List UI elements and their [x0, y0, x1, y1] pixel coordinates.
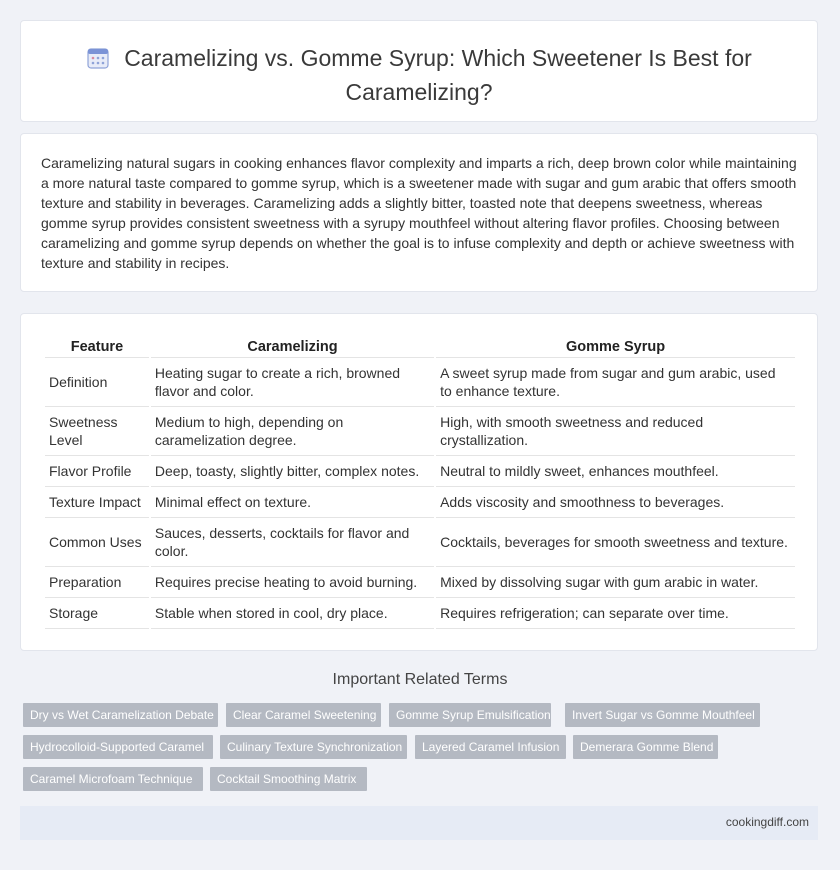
table-row — [45, 598, 795, 629]
tag-cocktail-smoothing[interactable]: Cocktail Smoothing Matrix — [210, 767, 367, 791]
row-caramelizing: Medium to high, depending on caramelization degree. — [151, 407, 434, 456]
page-title — [21, 43, 817, 107]
row-gomme-syrup: A sweet syrup made from sugar and gum arabic, used to enhance texture. — [436, 358, 795, 407]
row-caramelizing: Heating sugar to create a rich, browned flavor and color. — [151, 358, 434, 407]
row-gomme-syrup: High, with smooth sweetness and reduced crystallization. — [436, 407, 795, 456]
header-caramelizing: Caramelizing — [151, 336, 434, 358]
row-feature: Common Uses — [45, 518, 149, 567]
row-gomme-syrup: Neutral to mildly sweet, enhances mouthfeel. — [436, 456, 795, 487]
title-line-2: Caramelizing? — [345, 79, 493, 105]
comparison-table — [43, 336, 797, 629]
related-terms-title: Important Related Terms — [332, 671, 508, 688]
row-caramelizing: Requires precise heating to avoid burning. — [151, 567, 434, 598]
title-card — [20, 20, 818, 122]
row-gomme-syrup: Requires refrigeration; can separate over time. — [436, 598, 795, 629]
comparison-card — [20, 313, 818, 651]
footer-site[interactable]: cookingdiff.com — [725, 815, 809, 829]
table-row — [45, 358, 795, 407]
row-feature: Definition — [45, 358, 149, 407]
row-caramelizing: Deep, toasty, slightly bitter, complex notes. — [151, 456, 434, 487]
row-gomme-syrup: Mixed by dissolving sugar with gum arabic in water. — [436, 567, 795, 598]
table-row — [45, 518, 795, 567]
row-gomme-syrup: Cocktails, beverages for smooth sweetness and texture. — [436, 518, 795, 567]
tag-demerara-gomme[interactable]: Demerara Gomme Blend — [573, 735, 718, 759]
intro-card — [20, 133, 818, 292]
tag-layered-caramel[interactable]: Layered Caramel Infusion — [415, 735, 566, 759]
header-feature: Feature — [45, 336, 149, 358]
table-row — [45, 567, 795, 598]
row-caramelizing: Sauces, desserts, cocktails for flavor and color. — [151, 518, 434, 567]
row-feature: Preparation — [45, 567, 149, 598]
header-gomme-syrup: Gomme Syrup — [436, 336, 795, 358]
tag-dry-vs-wet[interactable]: Dry vs Wet Caramelization Debate — [23, 703, 218, 727]
table-header-row — [45, 336, 795, 358]
row-caramelizing: Stable when stored in cool, dry place. — [151, 598, 434, 629]
table-row — [45, 456, 795, 487]
tag-invert-sugar[interactable]: Invert Sugar vs Gomme Mouthfeel — [565, 703, 760, 727]
table-row — [45, 487, 795, 518]
row-feature: Texture Impact — [45, 487, 149, 518]
table-row — [45, 407, 795, 456]
intro-paragraph: Caramelizing natural sugars in cooking enhances flavor complexity and imparts a rich, deep brown color while maintaining a more natural taste compared to gomme syrup, which is a sweetener made with sugar and gum arabic that offers smooth texture and stability in beverages. Caramelizing adds a slightly bitter, toasted note that deepens sweetness, whereas gomme syrup provides consistent sweetness with a syrupy mouthfeel without altering flavor profiles. Choosing between caramelizing and gomme syrup depends on whether the goal is to infuse complexity and depth or achieve sweetness with texture and stability in recipes. — [41, 155, 797, 271]
row-caramelizing: Minimal effect on texture. — [151, 487, 434, 518]
tag-caramel-microfoam[interactable]: Caramel Microfoam Technique — [23, 767, 203, 791]
row-feature: Sweetness Level — [45, 407, 149, 456]
tag-clear-caramel[interactable]: Clear Caramel Sweetening — [226, 703, 381, 727]
row-feature: Flavor Profile — [45, 456, 149, 487]
row-gomme-syrup: Adds viscosity and smoothness to beverages. — [436, 487, 795, 518]
footer — [20, 806, 818, 840]
tag-gomme-emulsification[interactable]: Gomme Syrup Emulsification — [389, 703, 551, 727]
row-feature: Storage — [45, 598, 149, 629]
tag-texture-sync[interactable]: Culinary Texture Synchronization — [220, 735, 407, 759]
calendar-icon — [86, 46, 110, 77]
title-line-1: Caramelizing vs. Gomme Syrup: Which Sweetener Is Best for — [124, 45, 752, 71]
tag-hydrocolloid[interactable]: Hydrocolloid-Supported Caramel — [23, 735, 213, 759]
